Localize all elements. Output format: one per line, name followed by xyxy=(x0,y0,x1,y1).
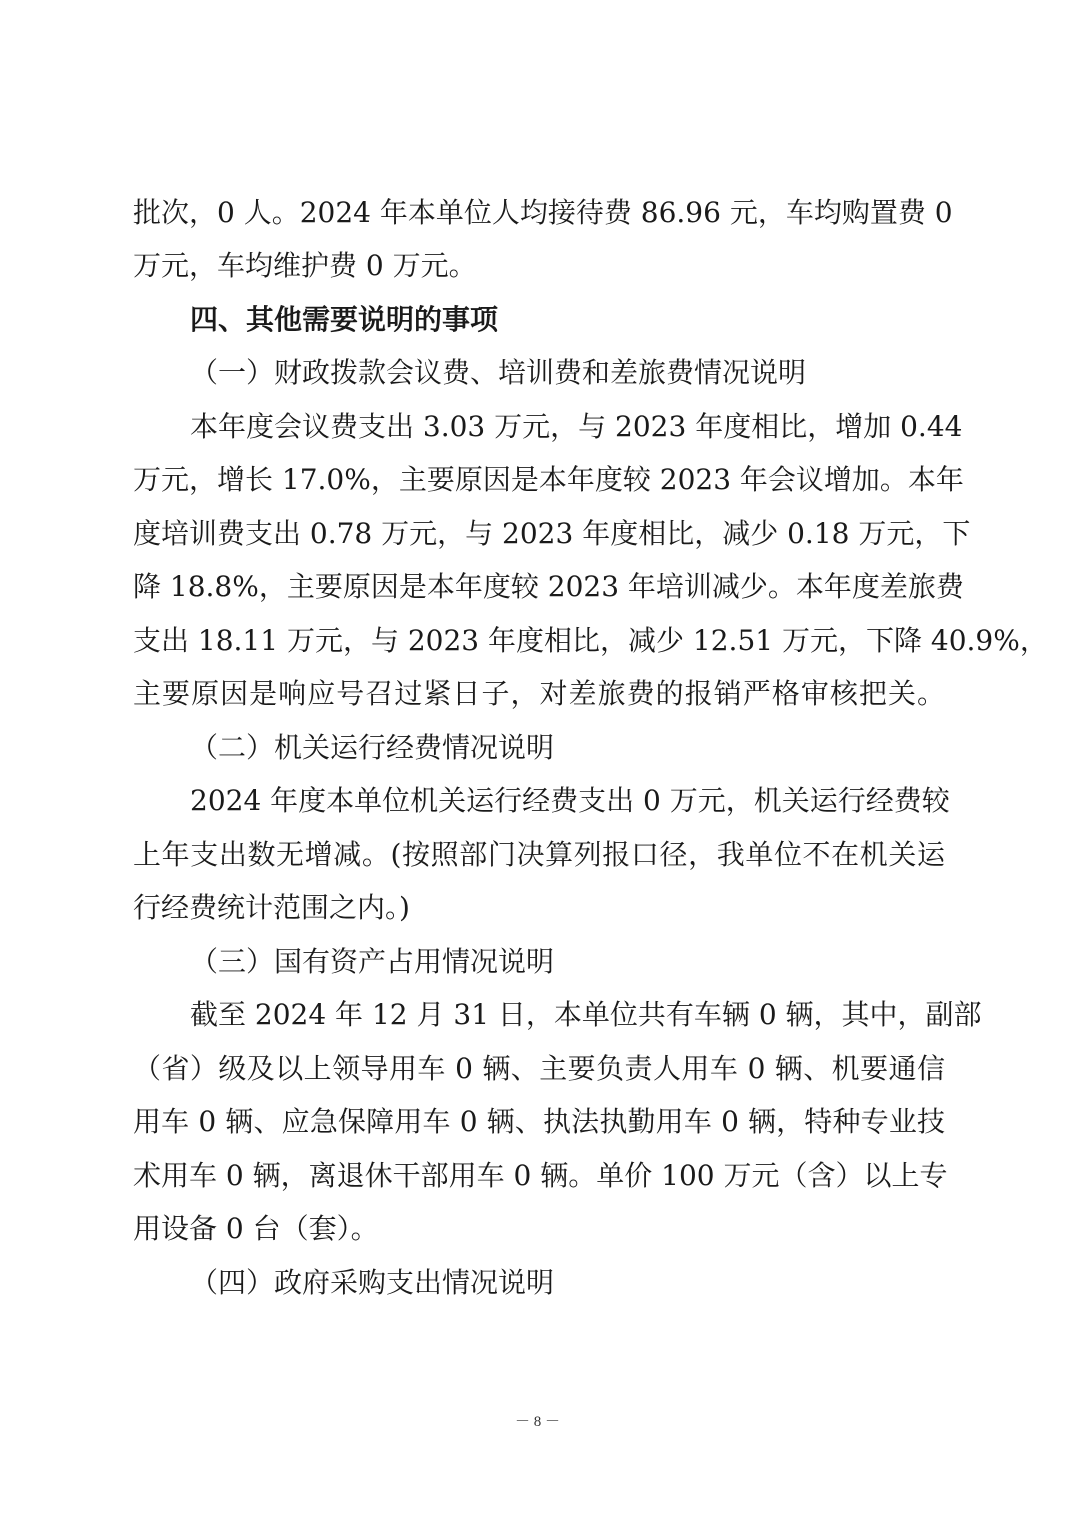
body-line: 降 18.8%，主要原因是本年度较 2023 年培训减少。本年度差旅费 xyxy=(133,570,964,603)
body-line: 用车 0 辆、应急保障用车 0 辆、执法执勤用车 0 辆，特种专业技 xyxy=(133,1105,945,1138)
page-number: － 8 － xyxy=(514,1414,560,1430)
body-line: 用设备 0 台（套）。 xyxy=(133,1212,379,1245)
section-heading: 四、其他需要说明的事项 xyxy=(190,303,499,336)
body-line: 行经费统计范围之内。) xyxy=(133,891,410,924)
body-line: 万元，车均维护费 0 万元。 xyxy=(133,249,477,282)
body-line: 度培训费支出 0.78 万元，与 2023 年度相比，减少 0.18 万元，下 xyxy=(133,517,971,550)
body-line: 上年支出数无增减。(按照部门决算列报口径，我单位不在机关运 xyxy=(133,838,945,871)
subsection-heading: （四）政府采购支出情况说明 xyxy=(190,1266,555,1299)
body-line: 万元，增长 17.0%，主要原因是本年度较 2023 年会议增加。本年 xyxy=(133,463,964,496)
subsection-heading: （一）财政拨款会议费、培训费和差旅费情况说明 xyxy=(190,356,807,389)
body-line: 批次，0 人。2024 年本单位人均接待费 86.96 元，车均购置费 0 xyxy=(133,196,953,229)
body-line: 截至 2024 年 12 月 31 日，本单位共有车辆 0 辆，其中，副部 xyxy=(190,998,982,1031)
subsection-heading: （三）国有资产占用情况说明 xyxy=(190,945,555,978)
subsection-heading: （二）机关运行经费情况说明 xyxy=(190,731,555,764)
body-line: 本年度会议费支出 3.03 万元，与 2023 年度相比，增加 0.44 xyxy=(190,410,963,443)
body-line: 术用车 0 辆，离退休干部用车 0 辆。单价 100 万元（含）以上专 xyxy=(133,1159,948,1192)
body-line: 支出 18.11 万元，与 2023 年度相比，减少 12.51 万元，下降 40.9%， xyxy=(133,624,1048,657)
body-line: 2024 年度本单位机关运行经费支出 0 万元，机关运行经费较 xyxy=(190,784,950,817)
body-line: 主要原因是响应号召过紧日子，对差旅费的报销严格审核把关。 xyxy=(133,677,945,710)
body-line: （省）级及以上领导用车 0 辆、主要负责人用车 0 辆、机要通信 xyxy=(133,1052,945,1085)
